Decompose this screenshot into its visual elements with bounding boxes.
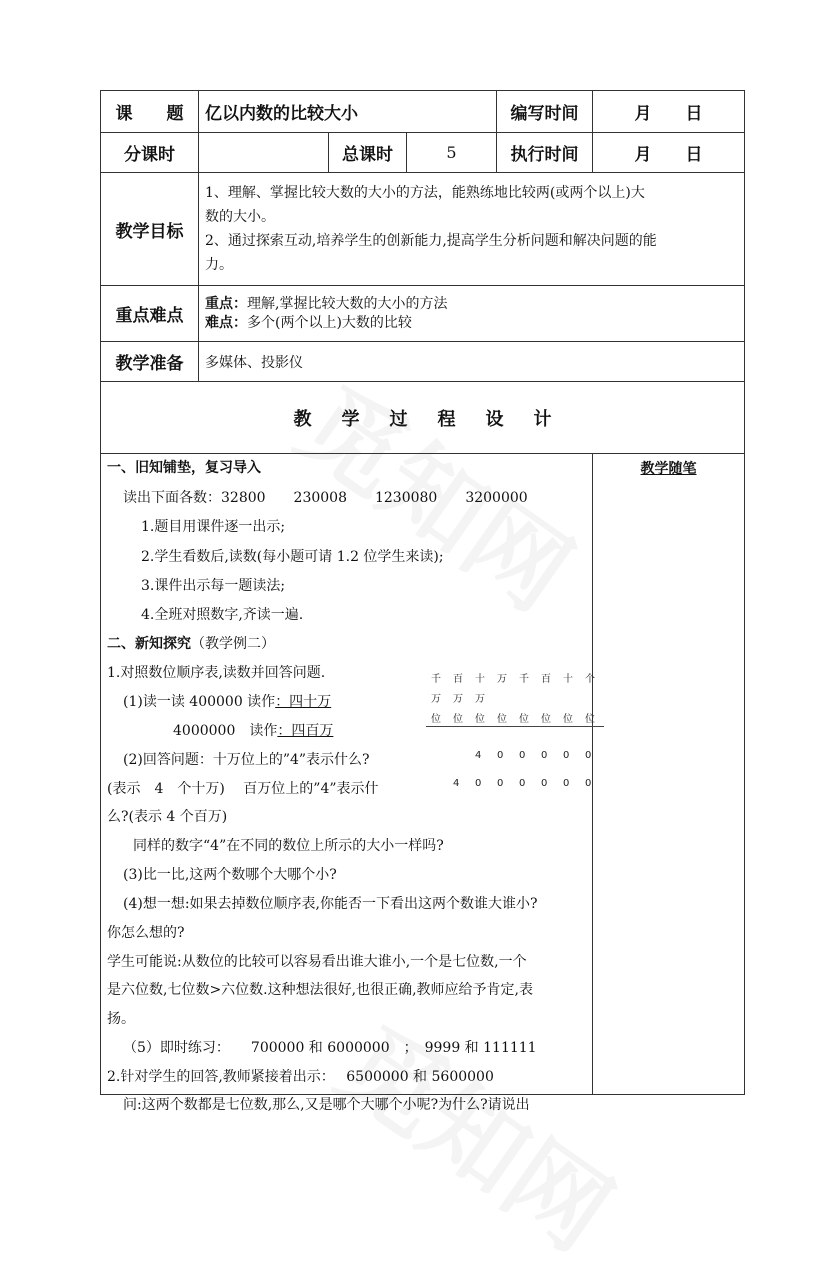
question-4e: 扬。: [107, 1011, 135, 1027]
total-value: 5: [407, 133, 497, 173]
question-6: 2.针对学生的回答,教师紧接着出示： 6500000 和 5600000: [107, 1069, 494, 1085]
objective-line: 2、通过探索互动,培养学生的创新能力,提高学生分析问题和解决问题的能: [205, 233, 657, 249]
prep-row: [101, 342, 745, 382]
pv-header: 个: [585, 674, 595, 685]
pv-header: 百: [541, 674, 551, 685]
question-1b: [173, 721, 333, 741]
notes-label: 教学随笔: [640, 461, 697, 477]
exec-time-label: 执行时间: [497, 133, 593, 173]
question-1b-answer: ：四百万: [277, 723, 334, 739]
objectives-row: [101, 173, 745, 286]
lesson-label: 分课时: [101, 133, 199, 173]
pv-digit: 0: [519, 778, 526, 789]
question-4d: 是六位数,七位数>六位数.这种想法很好,也很正确,教师应给予肯定,表: [107, 982, 533, 998]
question-1: 1.对照数位顺序表,读数并回答问题.: [107, 665, 326, 681]
section2-heading: [107, 634, 275, 654]
pv-header: 万: [497, 674, 507, 685]
lesson-plan-table: [100, 90, 745, 1113]
question-3: (3)比一比,这两个数哪个大哪个小?: [123, 867, 337, 883]
question-7: 问:这两个数都是七位数,那么,又是哪个大哪个小呢?为什么?请说出: [123, 1097, 530, 1113]
process-body: [101, 454, 595, 1113]
pv-digit: 4: [475, 750, 482, 761]
pv-digit: 0: [541, 778, 548, 789]
pv-header: 万: [453, 694, 463, 705]
process-body-row: [101, 454, 745, 1095]
step-4: 4.全班对照数字,齐读一遍.: [141, 607, 304, 623]
pv-header: 位: [453, 714, 463, 725]
step-1: 1.题目用课件逐一出示;: [141, 519, 286, 535]
difficulty-label: 难点：: [205, 314, 247, 331]
pv-header: 位: [519, 714, 529, 725]
pv-digit: 0: [563, 750, 570, 761]
pv-header: 位: [431, 714, 441, 725]
total-label: 总课时: [329, 133, 407, 173]
keypoints-row: [101, 286, 745, 342]
question-2c: 么?(表示 4 个百万): [107, 809, 228, 825]
pv-digit: 0: [475, 778, 482, 789]
section1-title: 一、旧知铺垫，复习导入: [107, 460, 261, 476]
keypoints-label: 重点难点: [101, 286, 199, 342]
pv-digit: 0: [563, 778, 570, 789]
objective-line: 力。: [205, 257, 233, 273]
pv-header: 千: [519, 674, 529, 685]
step-3: 3.课件出示每一题读法;: [141, 578, 286, 594]
topic-label: 课 题: [101, 91, 199, 133]
objectives-text: [199, 173, 745, 286]
question-4a: (4)想一想:如果去掉数位顺序表,你能否一下看出这两个数谁大谁小?: [123, 896, 538, 912]
write-time-label: 编写时间: [497, 91, 593, 133]
pv-header: 百: [453, 674, 463, 685]
question-2b: (表示 4 个十万) 百万位上的”4”表示什: [107, 781, 379, 797]
question-2a: (2)回答问题：十万位上的”4”表示什么?: [123, 752, 370, 768]
lesson-value: [199, 133, 329, 173]
exec-time-value: 月 日: [593, 133, 745, 173]
pv-digit: 4: [453, 778, 460, 789]
pv-header: 十: [563, 674, 573, 685]
question-1a: [123, 692, 331, 712]
topic-value: 亿以内数的比较大小: [199, 91, 497, 133]
objective-line: 数的大小。: [205, 209, 275, 225]
section2-subtitle: （教学例二）: [191, 636, 275, 652]
read-numbers-line: 读出下面各数：32800 230008 1230080 3200000: [123, 490, 528, 506]
lesson-row: [101, 133, 745, 173]
process-title-row: [101, 382, 745, 454]
question-5: （5）即时练习： 700000 和 6000000 ； 9999 和 111111: [123, 1040, 537, 1056]
pv-header: 位: [497, 714, 507, 725]
question-1a-answer: ：四十万: [275, 694, 332, 710]
pv-header: 位: [541, 714, 551, 725]
pv-header: 万: [431, 694, 441, 705]
pv-digit: 0: [497, 750, 504, 761]
question-4c: 学生可能说:从数位的比较可以容易看出谁大谁小,一个是七位数,一个: [107, 954, 527, 970]
pv-header: 十: [475, 674, 485, 685]
question-2d: 同样的数字“4”在不同的数位上所示的大小一样吗?: [133, 838, 444, 854]
pv-header: 千: [431, 674, 441, 685]
pv-divider: [426, 726, 604, 727]
prep-value: 多媒体、投影仪: [199, 342, 745, 382]
pv-header: 位: [563, 714, 573, 725]
objectives-label: 教学目标: [101, 173, 199, 286]
pv-digit: 0: [541, 750, 548, 761]
question-4b: 你怎么想的?: [107, 925, 185, 941]
keypoints-text: [199, 286, 745, 342]
section2-title: 二、新知探究: [107, 636, 191, 652]
focus-text: 理解,掌握比较大数的大小的方法: [247, 295, 448, 312]
pv-header: 万: [475, 694, 485, 705]
pv-digit: 0: [585, 778, 592, 789]
focus-label: 重点：: [205, 295, 247, 312]
pv-digit: 0: [497, 778, 504, 789]
write-time-value: 月 日: [593, 91, 745, 133]
prep-label: 教学准备: [101, 342, 199, 382]
pv-header: 位: [475, 714, 485, 725]
process-title: 教学过程设计: [101, 382, 745, 454]
difficulty-text: 多个(两个以上)大数的比较: [247, 314, 412, 331]
topic-row: [101, 91, 745, 133]
pv-digit: 0: [585, 750, 592, 761]
objective-line: 1、理解、掌握比较大数的大小的方法，能熟练地比较两(或两个以上)大: [205, 185, 645, 201]
pv-header: 位: [585, 714, 595, 725]
question-1b-text: 4000000 读作: [173, 723, 278, 739]
pv-digit: 0: [519, 750, 526, 761]
question-1a-text: (1)读一读 400000 读作: [123, 694, 276, 710]
step-2: 2.学生看数后,读数(每小题可请 1.2 位学生来读);: [141, 549, 444, 565]
